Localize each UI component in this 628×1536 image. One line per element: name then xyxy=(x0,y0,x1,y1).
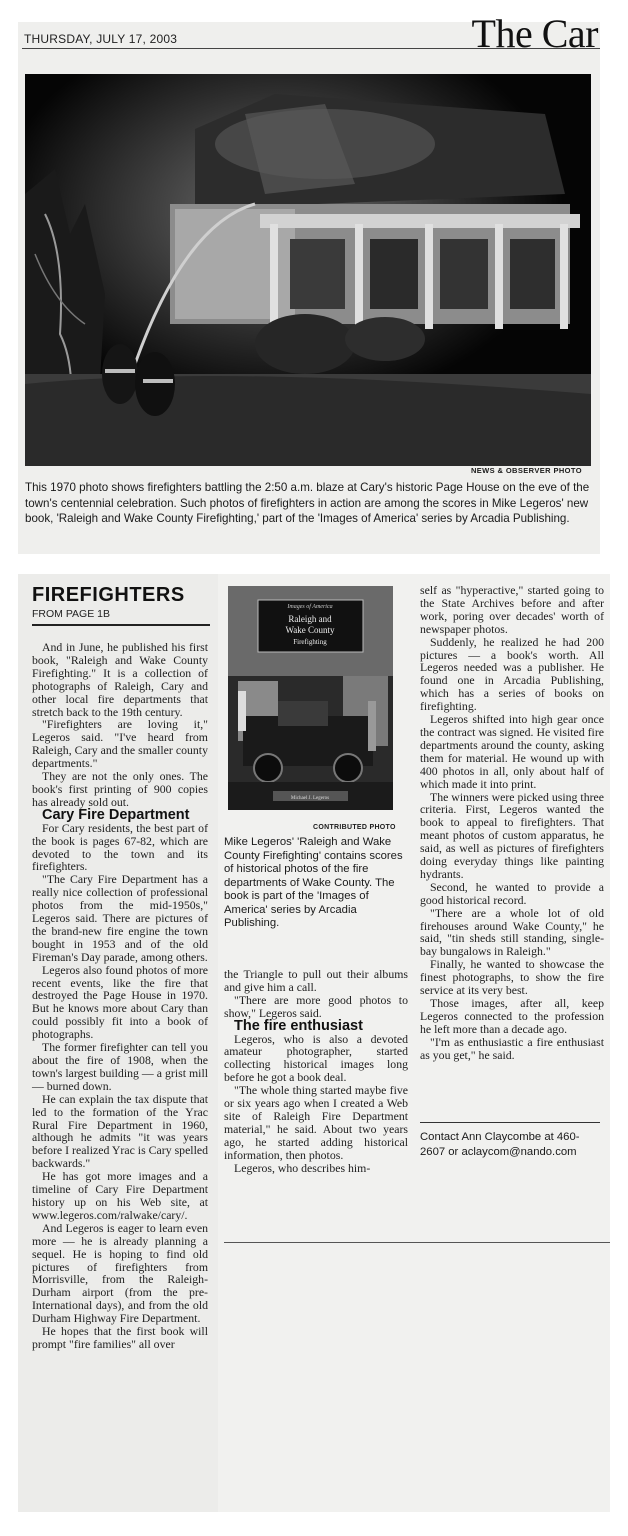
article-column-1 xyxy=(18,574,218,1512)
paragraph: For Cary residents, the best part of the book is pages 67-82, which are devoted to the town and its firefighters. xyxy=(32,820,208,874)
paragraph: Legeros, who describes him- xyxy=(234,1160,371,1175)
cover-series-text: Images of America xyxy=(287,604,333,610)
photo-credit: NEWS & OBSERVER PHOTO xyxy=(470,466,582,475)
paragraph: "The whole thing started maybe five or six years ago when I created a Web site of Raleigh Fire Department material," he said. About two years ago, he started adding historical information, then photos. xyxy=(224,1083,408,1162)
article-kicker: FIREFIGHTERS xyxy=(32,584,185,606)
paragraph: Those images, after all, keep Legeros connected to the profession he left more than a decade ago. xyxy=(420,996,604,1036)
column-3-text xyxy=(420,584,604,1062)
paragraph: "Firefighters are loving it," Legeros said. "I've heard from Raleigh, Cary and the smaller county departments." xyxy=(32,717,208,771)
paragraph: "I'm as enthusiastic a fire enthusiast as you get," he said. xyxy=(420,1034,604,1062)
paragraph: Second, he wanted to provide a good historical record. xyxy=(420,879,604,907)
house-fire-illustration xyxy=(25,74,591,466)
newspaper-name: The Car xyxy=(471,11,598,56)
book-cover-photo xyxy=(228,586,393,810)
contact-rule xyxy=(420,1122,600,1123)
subhead-cary-fire-department: Cary Fire Department xyxy=(42,806,190,823)
cover-author: Michael J. Legeros xyxy=(290,796,330,801)
article-bottom-rule xyxy=(224,1242,610,1243)
dateline: THURSDAY, JULY 17, 2003 xyxy=(24,32,178,46)
book-cover-illustration xyxy=(228,586,393,810)
paragraph: Finally, he wanted to showcase the finest photographs, to show the fire service at its very best. xyxy=(420,957,604,998)
cover-title-line-3: Firefighting xyxy=(293,638,327,646)
paragraph: "There are a whole lot of old firehouses around Wake County," he said, "tin sheds still standing, single-bay bungalows in Raleigh." xyxy=(420,905,604,959)
cover-title-line-2: Wake County xyxy=(285,625,335,635)
column-1-text xyxy=(32,641,208,1351)
paragraph: self as "hyperactive," started going to the State Archives before and after work, poring over decades' worth of newspaper photos. xyxy=(420,583,604,636)
paragraph: They are not the only ones. The book's first printing of 900 copies has already sold out. xyxy=(32,769,208,809)
cover-title-line-1: Raleigh and xyxy=(288,614,332,624)
paragraph: He hopes that the first book will prompt "fire families" all over xyxy=(32,1324,208,1351)
house-fire-photo xyxy=(25,74,591,466)
paragraph: Legeros also found photos of more recent events, like the fire that destroyed the Page House in 1970. But he knows more about Cary than could possibly fit into a book of photographs. xyxy=(32,962,208,1042)
paragraph: He can explain the tax dispute that led to the formation of the Yrac Rural Fire Department in 1960, although he admits "it was years before I realized Yrac is Cary spelled backwards." xyxy=(32,1091,208,1171)
book-photo-credit: CONTRIBUTED PHOTO xyxy=(313,824,396,831)
book-photo-caption: Mike Legeros' 'Raleigh and Wake County Firefighting' contains scores of historical photos of the fire departments of Wake County. The book is part of the 'Images of America' series by Arcadia Publishing. xyxy=(224,836,403,929)
photo-caption: This 1970 photo shows firefighters battling the 2:50 a.m. blaze at Cary's historic Page House on the eve of the town's centennial celebration. Such photos of firefighters in action are among the scores in Mike Legeros' new book, 'Raleigh and Wake County Firefighting,' part of the 'Images of America' series by Arcadia Publishing. xyxy=(25,481,590,525)
paragraph: "There are more good photos to show," Legeros said. xyxy=(224,992,408,1020)
paragraph: "The Cary Fire Department has a really nice collection of professional photos from the mid-1950s," Legeros said. There are pictures of the brand-new fire engine the town bought in 1953 and of the old Fireman's Day parade, among others. xyxy=(32,872,208,964)
column-2-text xyxy=(224,968,408,1175)
paragraph: He has got more images and a timeline of Cary Fire Department history up on his Web site, at www.legeros.com/ralwake/cary/. xyxy=(32,1169,208,1222)
masthead-rule xyxy=(22,48,600,49)
paragraph: And Legeros is eager to learn even more — he is already planning a sequel. He is hoping to find old pictures of firefighters from Morrisville, from the Raleigh-Durham airport (from the pre-International days), and from the old Durham Highway Fire Department. xyxy=(32,1220,208,1326)
paragraph: Legeros, who is also a devoted amateur photographer, started collecting historical images long before he got a book deal. xyxy=(224,1031,408,1085)
jump-line: FROM PAGE 1B xyxy=(32,608,110,620)
paragraph: Suddenly, he realized he had 200 pictures — a book's worth. All Legeros needed was a publisher. He found one in Arcadia Publishing, which has a series of books on firefighting. xyxy=(420,634,604,714)
reporter-contact: Contact Ann Claycombe at 460-2607 or aclaycom@nando.com xyxy=(420,1131,580,1158)
paragraph: And in June, he published his first book, "Raleigh and Wake County Firefighting." It is a collection of photographs of Raleigh, Cary and other local fire departments that stretch back to the 19th century. xyxy=(32,640,208,719)
paragraph: Legeros shifted into high gear once the contract was signed. He visited fire departments around the county, asking them for material. He wound up with 400 photos in all, only about half of which made it into print. xyxy=(420,712,604,791)
paragraph: the Triangle to pull out their albums and give him a call. xyxy=(224,967,408,994)
subhead-fire-enthusiast: The fire enthusiast xyxy=(234,1017,363,1034)
article-clipping xyxy=(18,574,610,1512)
paragraph: The former firefighter can tell you about the fire of 1908, when the town's largest building — a grist mill — burned down. xyxy=(32,1040,208,1093)
article-column-2 xyxy=(218,574,416,1242)
paragraph: The winners were picked using three criteria. First, Legeros wanted the book to appeal to firefighters. That meant photos of custom apparatus, he said, as well as pictures of firefighters doing everyday things like painting hydrants. xyxy=(420,789,604,881)
top-clipping xyxy=(18,11,600,554)
article-column-3 xyxy=(416,574,610,1242)
kicker-rule xyxy=(32,624,210,626)
